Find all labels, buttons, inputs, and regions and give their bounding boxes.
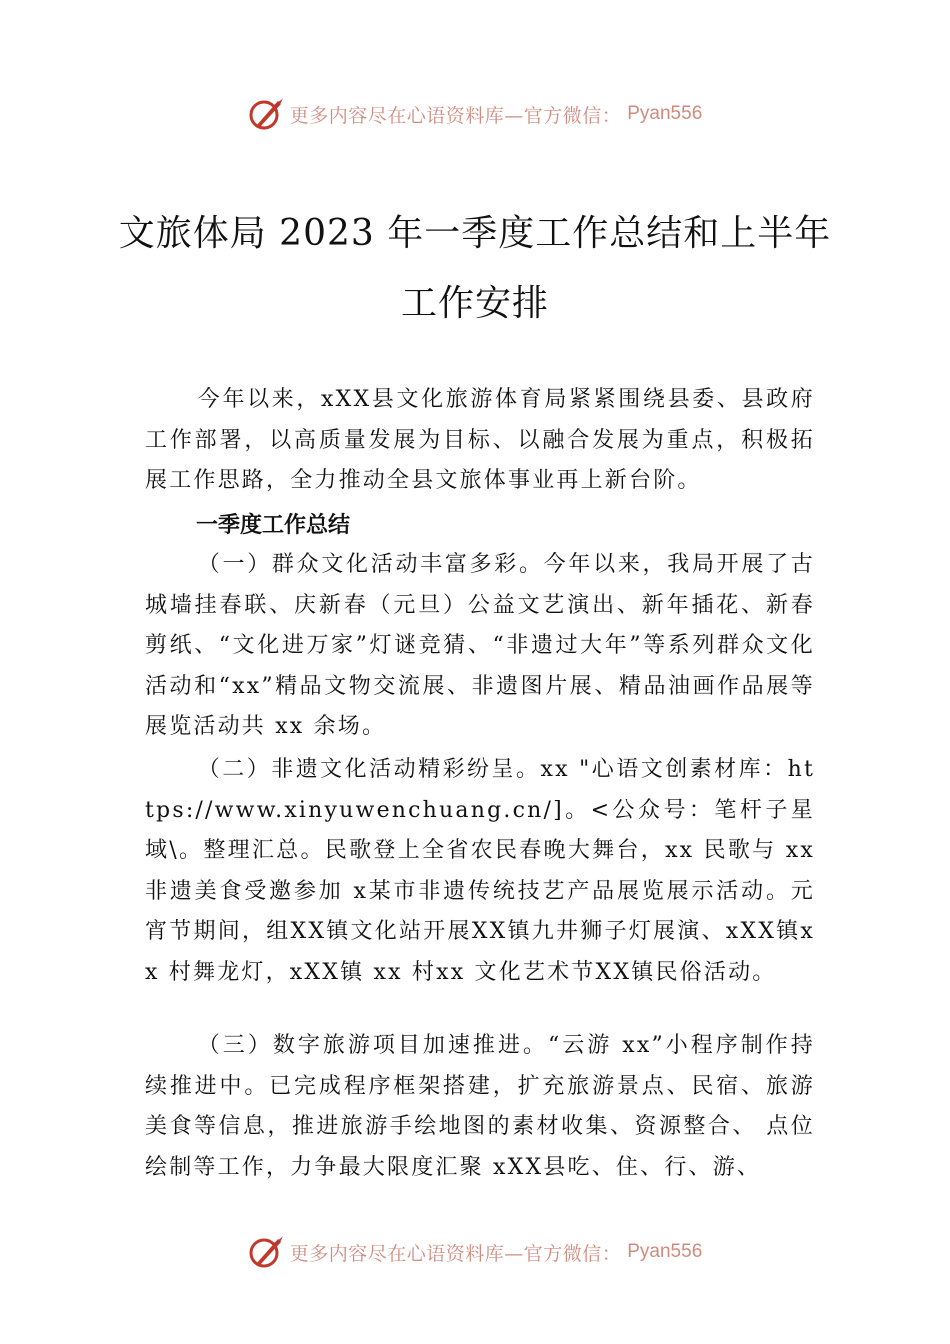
banner-wechat-id: Pyan556	[627, 1241, 703, 1262]
banner-text: 更多内容尽在心语资料库—官方微信：	[289, 104, 622, 127]
footer-watermark-banner	[0, 1232, 950, 1272]
quill-pen-logo-icon	[248, 96, 284, 132]
item-paragraph-1: （一）群众文化活动丰富多彩。今年以来，我局开展了古城墙挂春联、庆新春（元旦）公益文艺演出、新年插花、新春剪纸、“文化进万家”灯谜竞猜、“非遗过大年”等系列群众文化活动和“xx”精品文物交流展、非遗图片展、精品油画作品展等展览活动共 xx 余场。	[145, 552, 815, 739]
banner-wechat-id: Pyan556	[627, 103, 703, 124]
banner-text: 更多内容尽在心语资料库—官方微信：	[289, 1242, 622, 1265]
section-heading: 一季度工作总结	[196, 513, 351, 538]
quill-pen-logo-icon	[248, 1234, 284, 1270]
item-paragraph-3: （三）数字旅游项目加速推进。“云游 xx”小程序制作持续推进中。已完成程序框架搭建，扩充旅游景点、民宿、旅游美食等信息，推进旅游手绘地图的素材收集、资源整合、 点位绘制等工作，力争最大限度汇聚 xXX县吃、住、行、游、	[145, 1033, 815, 1180]
document-title-line1: 文旅体局 2023 年一季度工作总结和上半年	[118, 213, 832, 254]
intro-paragraph: 今年以来，xXX县文化旅游体育局紧紧围绕县委、县政府工作部署，以高质量发展为目标、以融合发展为重点，积极拓展工作思路，全力推动全县文旅体事业再上新台阶。	[145, 387, 815, 493]
header-watermark-banner	[0, 94, 950, 134]
document-title-line2: 工作安排	[400, 283, 549, 324]
item-paragraph-2: （二）非遗文化活动精彩纷呈。xx "心语文创素材库：https://www.xinyuwenchuang.cn/]。<公众号：笔杆子星域\。整理汇总。民歌登上全省农民春晚大舞台，xx 民歌与 xx 非遗美食受邀参加 x某市非遗传统技艺产品展览展示活动。元宵节期间，组XX镇文化站开展XX镇九井狮子灯展演、xXX镇xx 村舞龙灯，xXX镇 xx 村xx 文化艺术节XX镇民俗活动。	[145, 757, 815, 985]
